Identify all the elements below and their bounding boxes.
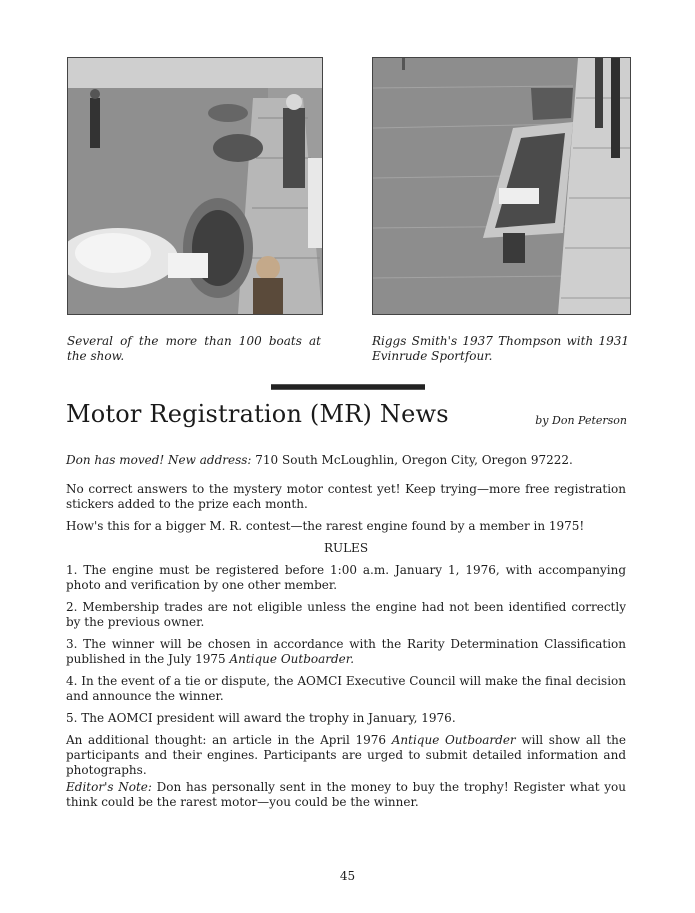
additional-thought <box>66 733 626 778</box>
editors-note <box>66 780 626 810</box>
photo-caption-left: Several of the more than 100 boats at the show. <box>67 334 321 363</box>
moved-address: 710 South McLoughlin, Oregon City, Oregon 97222. <box>255 453 573 467</box>
rule-3-text: 3. The winner will be chosen in accordance with the Rarity Determination Classification published in the July 1975 <box>66 637 626 666</box>
additional-text-a: An additional thought: an article in the April 1976 <box>66 733 387 747</box>
rule-item-2: 2. Membership trades are not eligible unless the engine had not been identified correctly by the previous owner. <box>66 600 626 629</box>
boats-photo-illustration <box>68 58 322 314</box>
rules-heading: RULES <box>323 541 369 555</box>
rule-3-publication: Antique Outboarder. <box>229 652 355 666</box>
editors-note-text: Don has personally sent in the money to buy the trophy! Register what you think could be the rarest motor—you could be the winner. <box>66 780 626 809</box>
page-number: 45 <box>339 869 356 883</box>
moved-notice <box>66 453 626 468</box>
article-body <box>66 453 626 817</box>
section-divider <box>271 384 425 390</box>
contest-paragraph: How's this for a bigger M. R. contest—the rarest engine found by a member in 1975! <box>66 519 585 533</box>
additional-publication: Antique Outboarder <box>391 733 516 747</box>
rule-item-1: 1. The engine must be registered before 1:00 a.m. January 1, 1976, with accompanying photo and verification by one other member. <box>66 563 626 592</box>
rule-item-5: 5. The AOMCI president will award the trophy in January, 1976. <box>66 711 456 725</box>
thompson-photo-illustration <box>373 58 630 314</box>
additional-text-b: will show all the participants and their engines. Participants are urged to submit detailed information and photographs. <box>66 733 626 777</box>
rule-item-3 <box>66 637 626 667</box>
article-byline: by Don Peterson <box>535 414 627 427</box>
moved-lead: Don has moved! New address: <box>66 453 252 467</box>
photo-caption-right: Riggs Smith's 1937 Thompson with 1931 Evinrude Sportfour. <box>372 334 629 363</box>
rule-item-4: 4. In the event of a tie or dispute, the AOMCI Executive Council will make the final decision and announce the winner. <box>66 674 626 703</box>
photo-boats-at-show <box>67 57 323 315</box>
editors-note-label: Editor's Note: <box>66 780 152 794</box>
photo-thompson-boat <box>372 57 631 315</box>
article-title: Motor Registration (MR) News <box>66 400 449 428</box>
mystery-paragraph: No correct answers to the mystery motor contest yet! Keep trying—more free registration stickers added to the prize each month. <box>66 482 626 511</box>
